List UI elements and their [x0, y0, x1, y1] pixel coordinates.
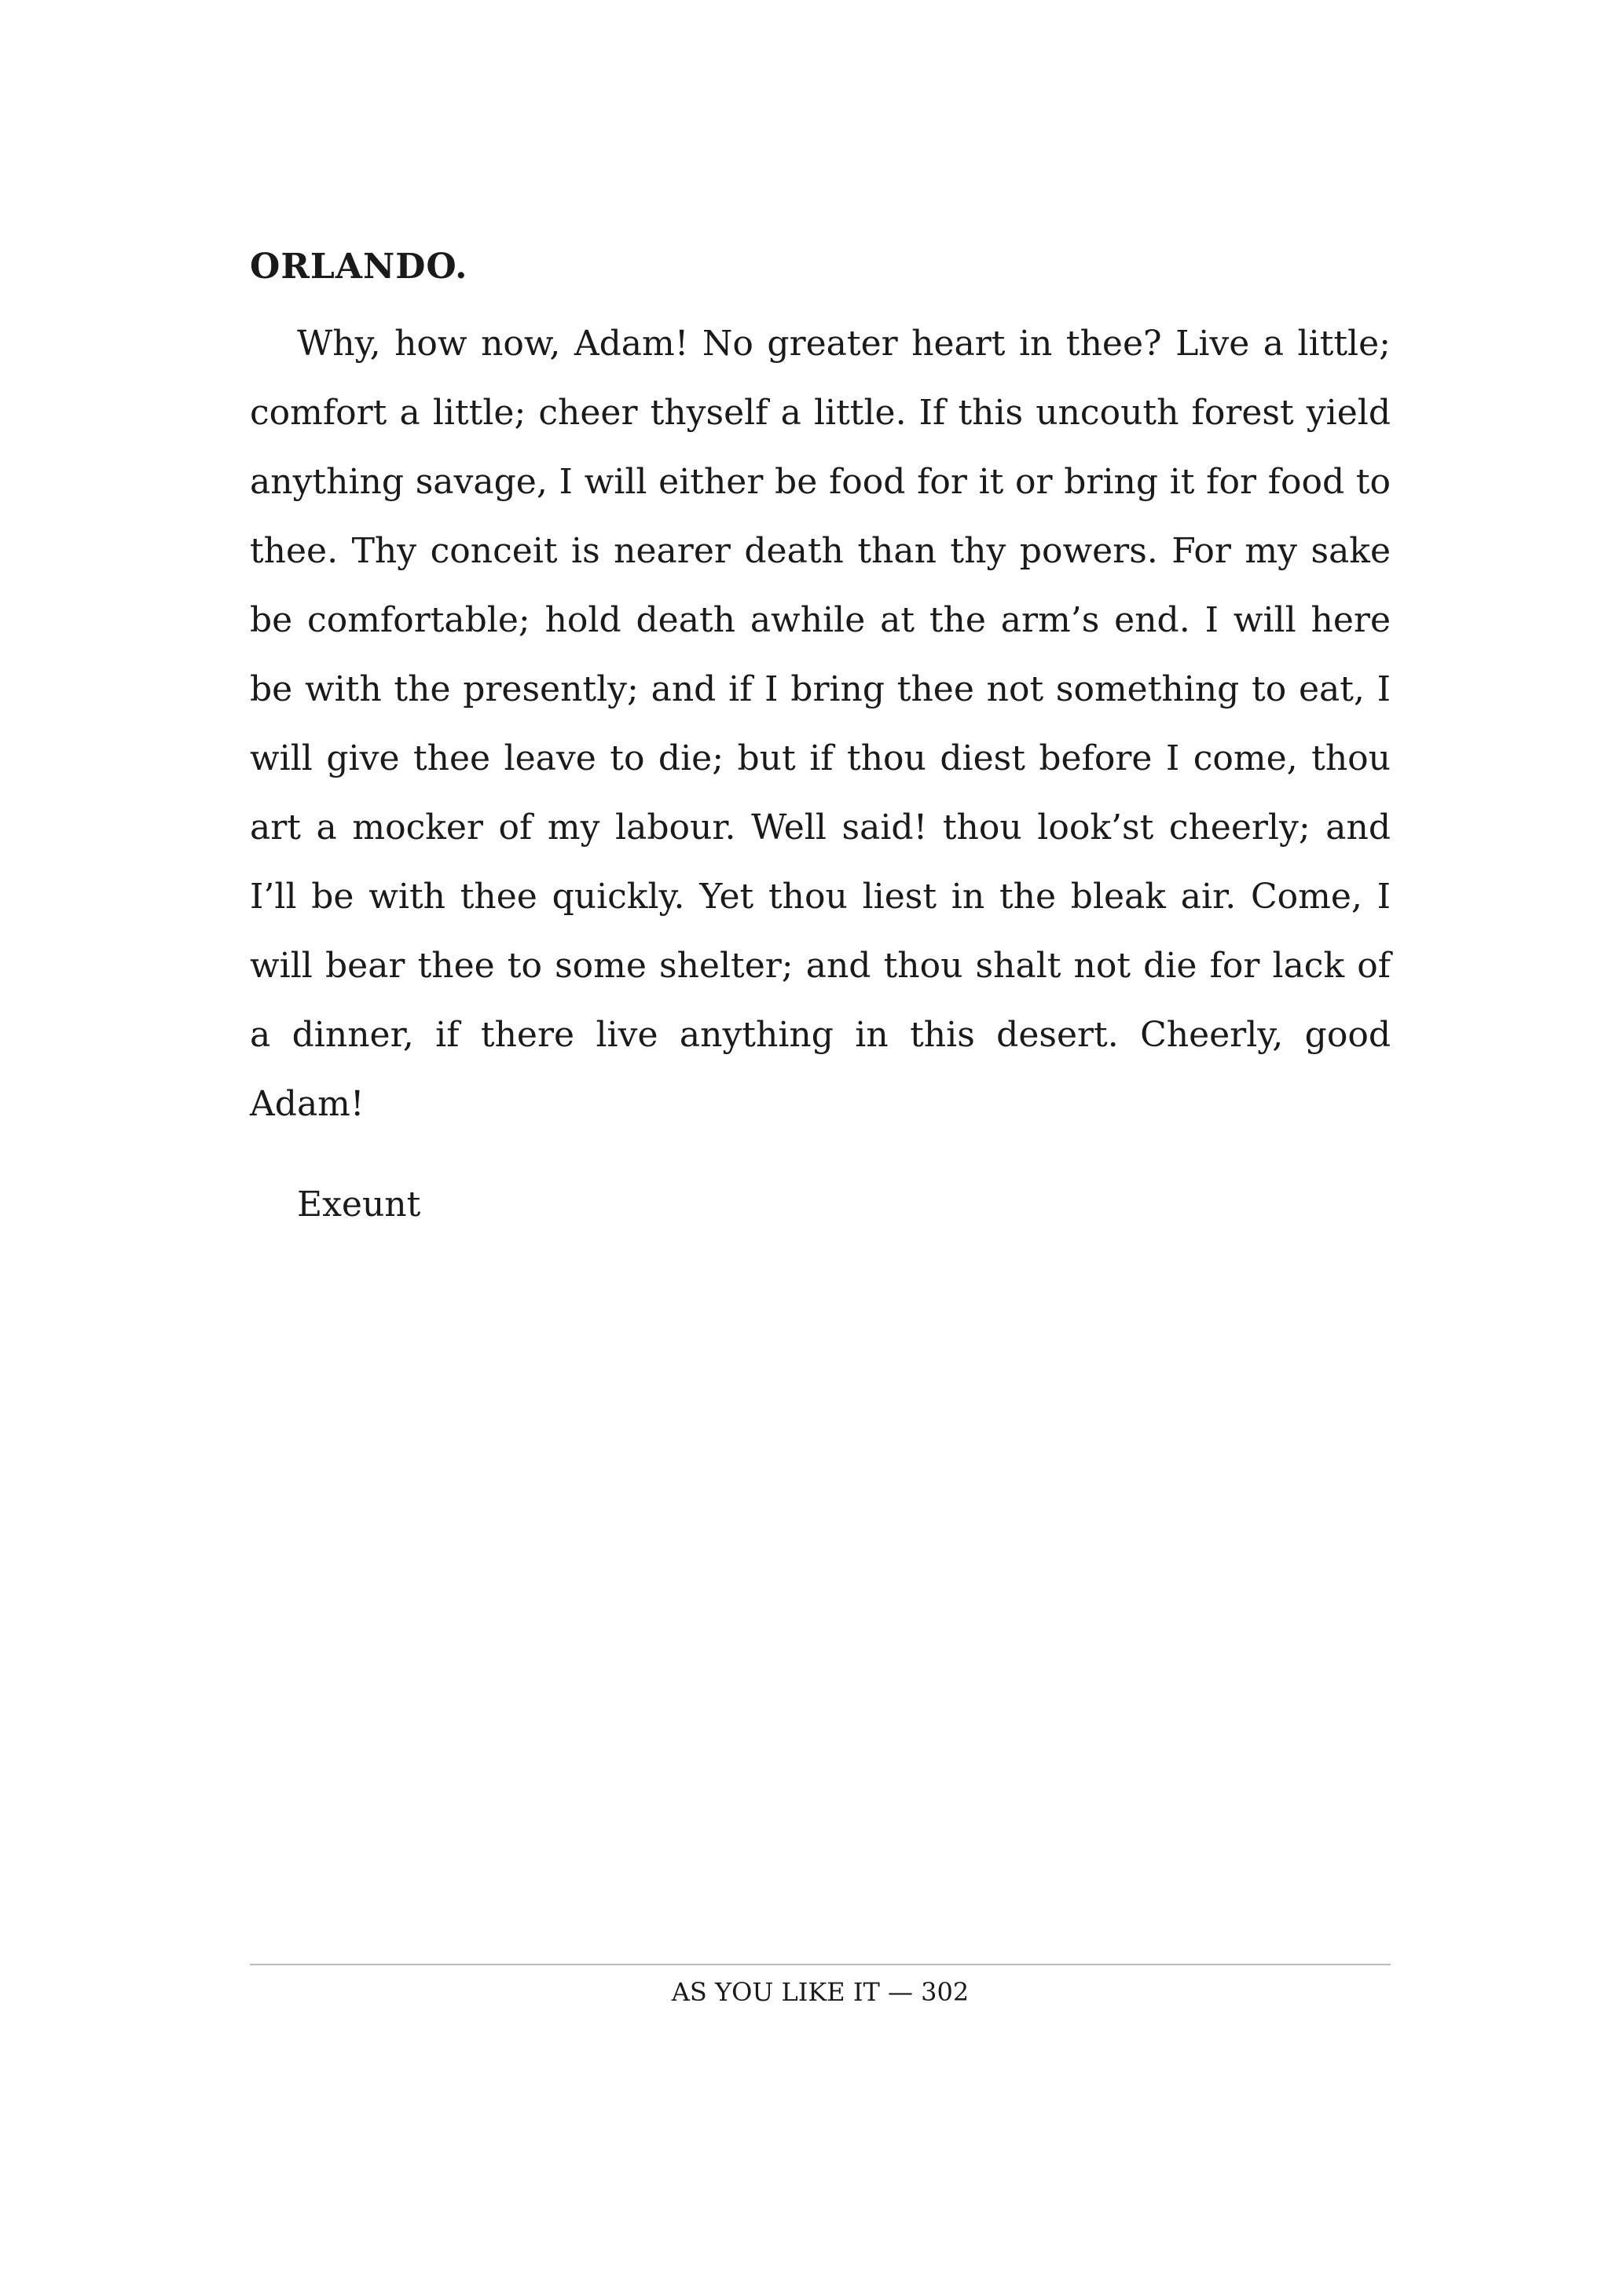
- speaker-name: ORLANDO.: [250, 247, 468, 287]
- stage-direction: Exeunt: [297, 1185, 421, 1225]
- footer-divider: [250, 1964, 1391, 1965]
- page-body: [250, 236, 1391, 1240]
- page-footer: AS YOU LIKE IT — 302: [671, 1977, 970, 2007]
- speech-text: Why, how now, Adam! No greater heart in thee? Live a little; comfort a little; cheer thyself a little. If this uncouth forest yield anything savage, I will either be food for it or bring it for food to thee. Thy conceit is nearer death than thy powers. For my sake be comfortable; hold death awhile at the arm’s end. I will here be with the presently; and if I bring thee not something to eat, I will give thee leave to die; but if thou diest before I come, thou art a mocker of my labour. Well said! thou look’st cheerly; and I’ll be with thee quickly. Yet thou liest in the bleak air. Come, I will bear thee to some shelter; and thou shalt not die for lack of a dinner, if there live anything in this desert. Cheerly, good Adam!: [250, 324, 1391, 1124]
